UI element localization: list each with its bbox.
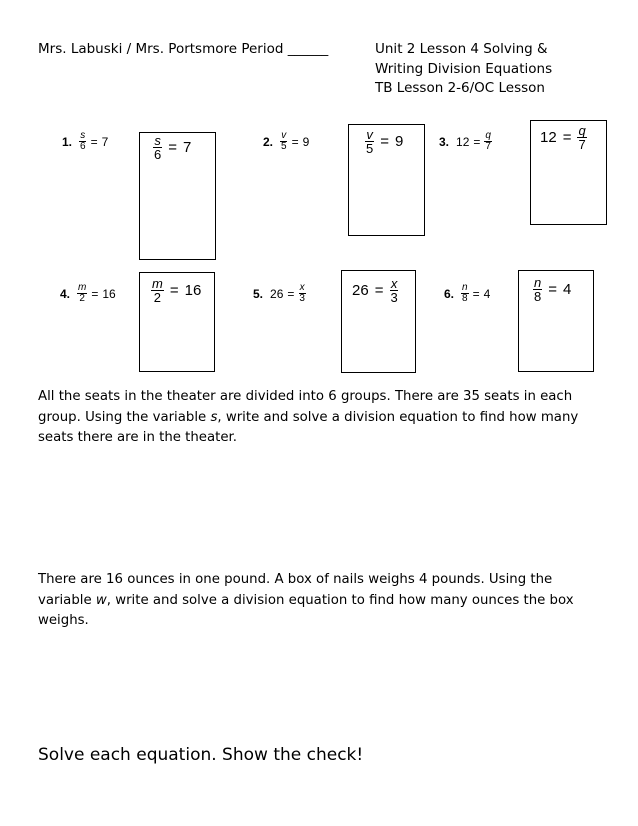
lesson-title (375, 40, 552, 99)
problem-5-equation: 5. 26 = $\frac{x}{3}$ (253, 282, 305, 304)
problem-4-box-equation: $\frac{m}{2}$ = 16 (152, 276, 202, 305)
problem-3-equation: 3. 12 = $\frac{q}{7}$ (439, 130, 491, 152)
lesson-title-line: TB Lesson 2-6/OC Lesson (375, 80, 545, 96)
problem-1-box-equation: $\frac{s}{6}$ = 7 (154, 133, 192, 162)
problem-3-box-equation: 12 = $\frac{q}{7}$ (540, 123, 586, 152)
problem-4-equation: 4. $\frac{m}{2}$ = 16 (60, 282, 116, 304)
problem-2-box-equation: $\frac{v}{5}$ = 9 (366, 127, 404, 156)
teacher-period-line: Mrs. Labuski / Mrs. Portsmore Period ______ (38, 41, 329, 57)
lesson-title-line: Writing Division Equations (375, 60, 553, 77)
problem-6-box-equation: $\frac{n}{8}$ = 4 (534, 275, 572, 304)
word-problem-2: There are 16 ounces in one pound. A box of nails weighs 4 pounds. Using the variable w, write and solve a division equation to find how many ounces the box weighs. (38, 572, 574, 628)
lesson-title-line: Unit 2 Lesson 4 Solving & (375, 41, 548, 57)
problem-1-equation: 1. $\frac{s}{6}$ = 7 (62, 130, 109, 152)
problem-6-equation: 6. $\frac{n}{8}$ = 4 (444, 282, 491, 304)
instruction-heading: Solve each equation. Show the check! (38, 745, 364, 765)
word-problem-1: All the seats in the theater are divided into 6 groups. There are 35 seats in each group. Using the variable s, write and solve a division equation to find how many seats there are in the theater. (38, 389, 579, 445)
problem-2-equation: 2. $\frac{v}{5}$ = 9 (263, 130, 310, 152)
problem-5-box-equation: 26 = $\frac{x}{3}$ (352, 276, 398, 305)
